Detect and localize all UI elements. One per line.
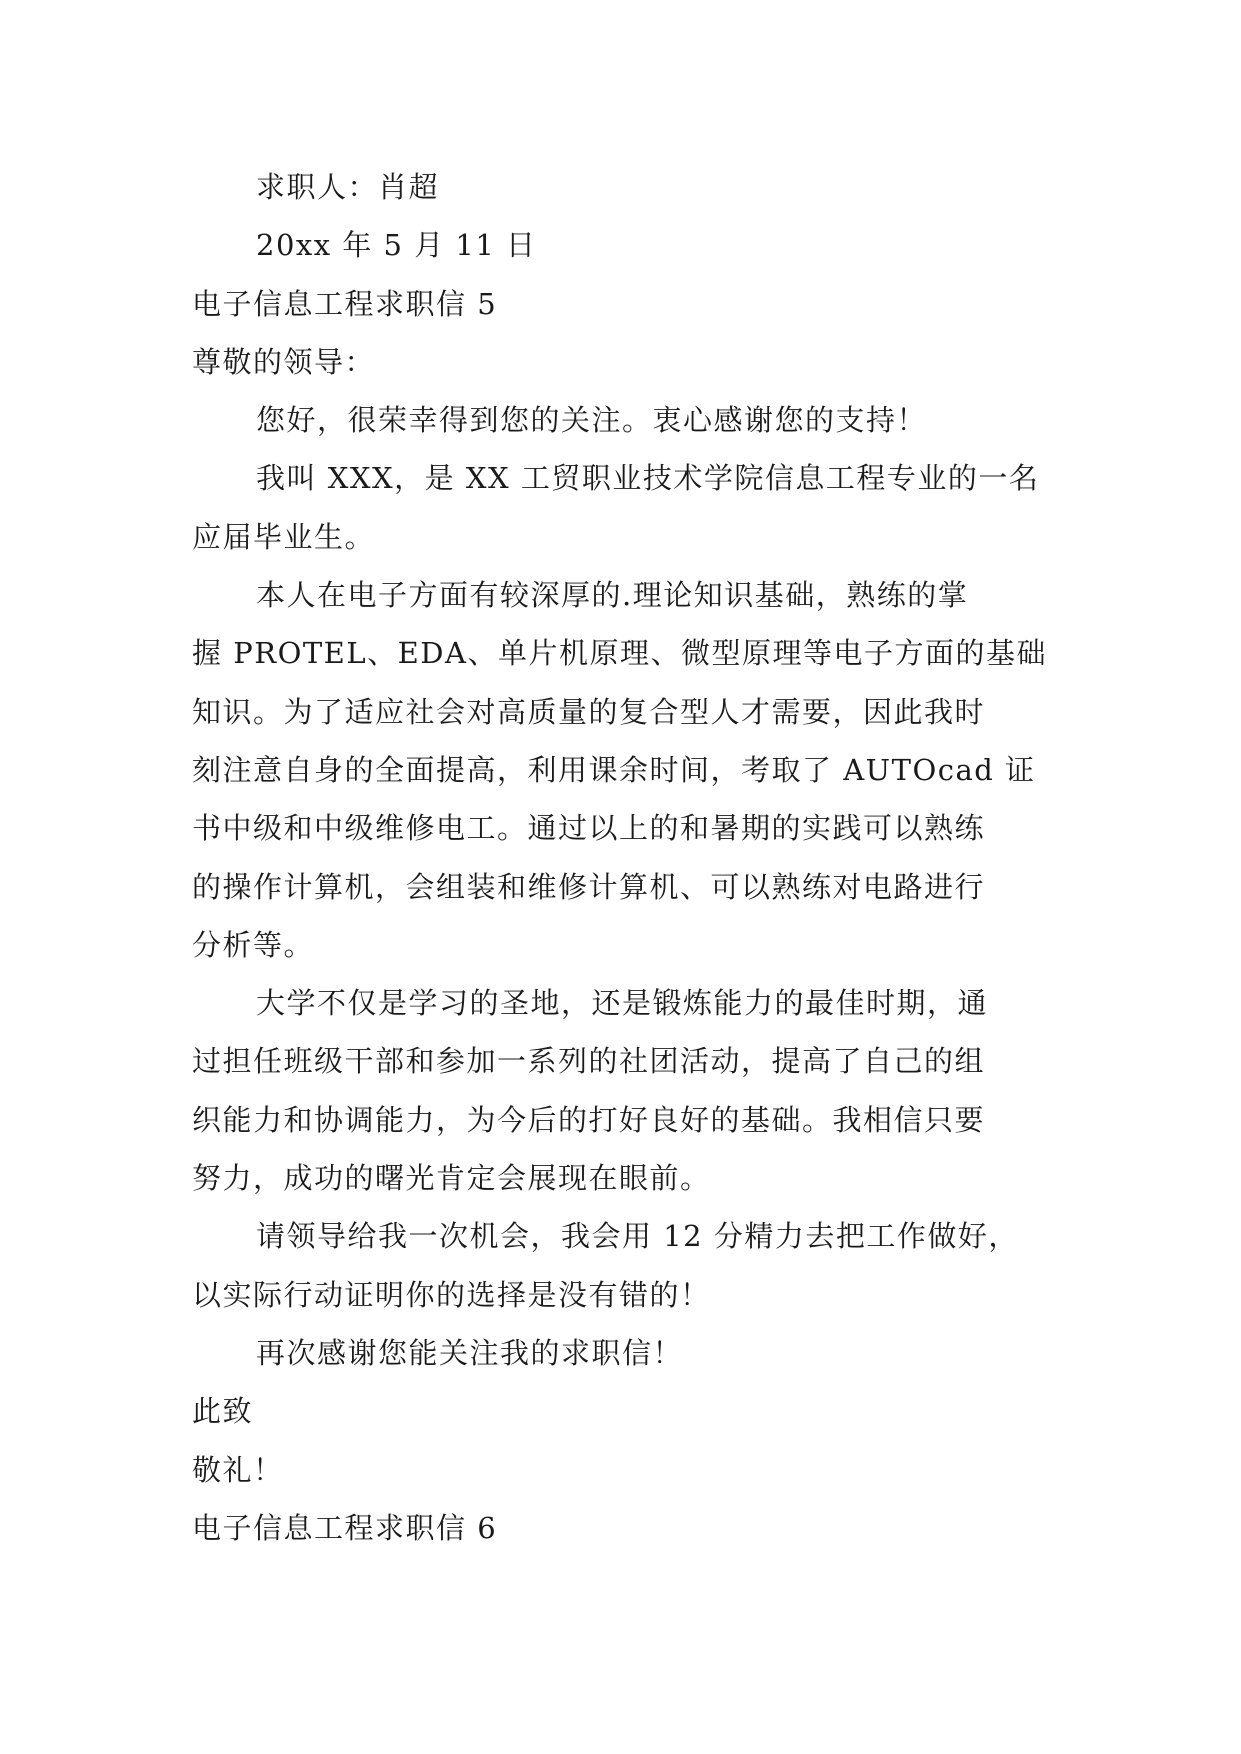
closing-line: 此致 bbox=[192, 1394, 254, 1429]
letter-title: 电子信息工程求职信 6 bbox=[192, 1510, 498, 1545]
paragraph-line: 大学不仅是学习的圣地，还是锻炼能力的最佳时期，通 bbox=[256, 986, 989, 1021]
paragraph-line: 以实际行动证明你的选择是没有错的！ bbox=[192, 1277, 711, 1312]
closing-line: 敬礼！ bbox=[192, 1452, 284, 1487]
paragraph-line: 请领导给我一次机会，我会用 12 分精力去把工作做好， bbox=[256, 1219, 1019, 1254]
paragraph-line: 分析等。 bbox=[192, 927, 315, 962]
paragraph-line: 刻注意自身的全面提高，利用课余时间，考取了 AUTOcad 证 bbox=[192, 752, 1036, 787]
paragraph-line: 本人在电子方面有较深厚的.理论知识基础，熟练的掌 bbox=[256, 578, 969, 613]
paragraph-line: 我叫 XXX，是 XX 工贸职业技术学院信息工程专业的一名 bbox=[256, 461, 1040, 496]
paragraph-line: 再次感谢您能关注我的求职信！ bbox=[256, 1335, 684, 1370]
signer-line: 求职人：肖超 bbox=[256, 170, 440, 204]
document-body bbox=[192, 158, 1054, 1557]
paragraph-line: 过担任班级干部和参加一系列的社团活动，提高了自己的组 bbox=[192, 1044, 986, 1079]
paragraph-line: 握 PROTEL、EDA、单片机原理、微型原理等电子方面的基础 bbox=[192, 636, 1047, 671]
paragraph-line: 应届毕业生。 bbox=[192, 519, 376, 554]
date-line: 20xx 年 5 月 11 日 bbox=[256, 228, 537, 263]
paragraph-line: 您好，很荣幸得到您的关注。衷心感谢您的支持！ bbox=[256, 403, 928, 438]
paragraph-line: 知识。为了适应社会对高质量的复合型人才需要，因此我时 bbox=[192, 694, 986, 729]
paragraph-line: 织能力和协调能力，为今后的打好良好的基础。我相信只要 bbox=[192, 1102, 986, 1137]
paragraph-line: 书中级和中级维修电工。通过以上的和暑期的实践可以熟练 bbox=[192, 811, 986, 846]
paragraph-line: 努力，成功的曙光肯定会展现在眼前。 bbox=[192, 1161, 711, 1196]
paragraph-line: 的操作计算机，会组装和维修计算机、可以熟练对电路进行 bbox=[192, 869, 986, 904]
letter-title: 电子信息工程求职信 5 bbox=[192, 286, 498, 321]
salutation: 尊敬的领导： bbox=[192, 344, 376, 379]
